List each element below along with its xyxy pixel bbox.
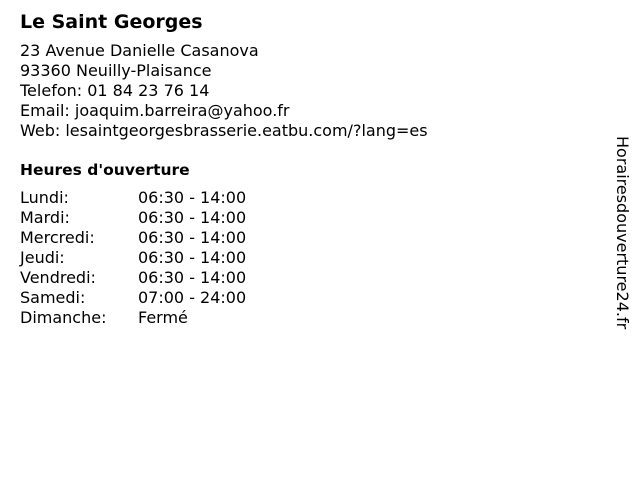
time-range: Fermé bbox=[138, 308, 188, 327]
day-label: Dimanche: bbox=[20, 308, 107, 327]
day-label: Samedi: bbox=[20, 288, 86, 307]
hours-row-thursday bbox=[20, 248, 600, 268]
opening-hours-heading: Heures d'ouverture bbox=[20, 161, 190, 179]
opening-hours-table bbox=[20, 188, 600, 328]
hours-row-friday bbox=[20, 268, 600, 288]
day-label: Vendredi: bbox=[20, 268, 96, 287]
time-range: 06:30 - 14:00 bbox=[138, 208, 247, 227]
day-label: Lundi: bbox=[20, 188, 69, 207]
time-range: 07:00 - 24:00 bbox=[138, 288, 247, 307]
business-card bbox=[20, 9, 600, 328]
email-address: Email: joaquim.barreira@yahoo.fr bbox=[20, 101, 290, 120]
time-range: 06:30 - 14:00 bbox=[138, 228, 247, 247]
day-label: Mardi: bbox=[20, 208, 70, 227]
time-range: 06:30 - 14:00 bbox=[138, 248, 247, 267]
time-range: 06:30 - 14:00 bbox=[138, 268, 247, 287]
city-postal-code: 93360 Neuilly-Plaisance bbox=[20, 61, 212, 80]
website-url: Web: lesaintgeorgesbrasserie.eatbu.com/?lang=es bbox=[20, 121, 428, 140]
street-address: 23 Avenue Danielle Casanova bbox=[20, 41, 259, 60]
site-watermark bbox=[612, 136, 632, 372]
day-label: Mercredi: bbox=[20, 228, 95, 247]
time-range: 06:30 - 14:00 bbox=[138, 188, 247, 207]
business-name: Le Saint Georges bbox=[20, 11, 203, 33]
hours-row-sunday bbox=[20, 308, 600, 328]
address-block bbox=[20, 41, 600, 141]
hours-row-monday bbox=[20, 188, 600, 208]
phone-number: Telefon: 01 84 23 76 14 bbox=[20, 81, 210, 100]
hours-row-saturday bbox=[20, 288, 600, 308]
site-watermark-text: Horairesdouverture24.fr bbox=[613, 136, 632, 330]
hours-row-tuesday bbox=[20, 208, 600, 228]
hours-row-wednesday bbox=[20, 228, 600, 248]
day-label: Jeudi: bbox=[20, 248, 65, 267]
